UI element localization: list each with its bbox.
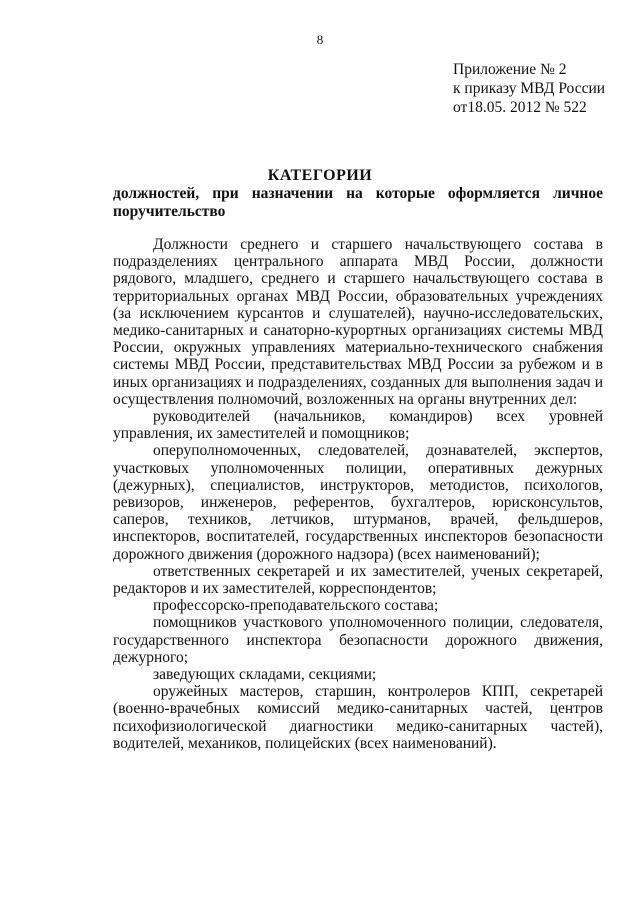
document-title: КАТЕГОРИИ — [267, 167, 373, 184]
paragraph-item: помощников участкового уполномоченного полиции, следователя, государственного инспектора безопасности дорожного движения, дежурного; — [113, 614, 603, 666]
document-subtitle: должностей, при назначении на которые оформляется личное поручительство — [113, 185, 603, 220]
appendix-line-number: Приложение № 2 — [453, 61, 567, 78]
document-body — [113, 236, 603, 752]
appendix-header — [453, 60, 605, 117]
appendix-line-date: от18.05. 2012 № 522 — [453, 99, 587, 116]
appendix-line-order: к приказу МВД России — [453, 80, 606, 97]
paragraph-intro: Должности среднего и старшего начальствующего состава в подразделениях центрального аппарата МВД России, должности рядового, младшего, среднего и старшего начальствующего состава в территориальных органах МВД России, образовательных учреждениях (за исключением курсантов и слушателей), научно-исследовательских, медико-санитарных и санаторно-курортных организациях системы МВД России, окружных управлениях материально-технического снабжения системы МВД России, представительствах МВД России за рубежом и в иных организациях и подразделениях, созданных для выполнения задач и осуществления полномочий, возложенных на органы внутренних дел: — [113, 236, 603, 408]
paragraph-item: ответственных секретарей и их заместителей, ученых секретарей, редакторов и их заместителей, корреспондентов; — [113, 562, 603, 598]
page-number: 8 — [316, 32, 324, 47]
paragraph-item: оружейных мастеров, старшин, контролеров КПП, секретарей (военно-врачебных комиссий медико-санитарных частей, центров психофизиологической диагностики медико-санитарных частей), водителей, механиков, полицейских (всех наименований). — [113, 683, 603, 752]
paragraph-item: профессорско-преподавательского состава; — [153, 597, 439, 615]
paragraph-item: руководителей (начальников, командиров) всех уровней управления, их заместителей и помощников; — [113, 408, 603, 443]
paragraph-item: заведующих складами, секциями; — [153, 666, 377, 684]
paragraph-item: оперуполномоченных, следователей, дознавателей, экспертов, участковых уполномоченных полиции, оперативных дежурных (дежурных), специалистов, инструкторов, методистов, психологов, ревизоров, инженеров, референтов, бухгалтеров, юрисконсультов, саперов, техников, летчиков, штурманов, врачей, фельдшеров, инспекторов, воспитателей, государственных инспекторов безопасности дорожного движения (дорожного надзора) (всех наименований); — [113, 442, 603, 563]
